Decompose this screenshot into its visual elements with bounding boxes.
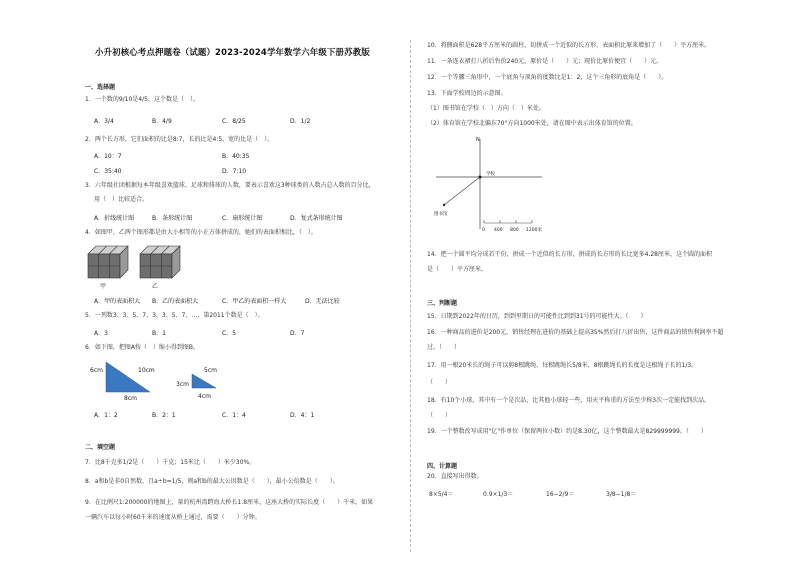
question-14: 14．把一个圆平均分成若干份，拼成一个近似的长方形，拼成的长方形的长比宽多4.28厘米，这个圆的面积 bbox=[427, 251, 712, 258]
school-marker bbox=[479, 176, 482, 179]
school-map bbox=[432, 135, 572, 235]
question-18: 18．有10个小球，其中有一个是次品，比其他小球轻一些，用天平称重的方法至少称3次一定能找到次品。 bbox=[427, 397, 711, 404]
question-17-cont: （ ） bbox=[427, 379, 452, 386]
question-18-cont: （ ） bbox=[427, 412, 452, 419]
scale-800: 800 bbox=[510, 228, 519, 233]
question-15: 15．日期到2022年的日历，到到里期日的可能性比到到31号的可能性大。（ ） bbox=[427, 313, 647, 320]
scale-bar bbox=[484, 220, 532, 223]
scale-1200: 1200米 bbox=[526, 228, 542, 233]
figure-jia-label: 甲 bbox=[100, 283, 107, 290]
scale-400: 400 bbox=[494, 228, 503, 233]
q4-option-d: D．无法比较 bbox=[305, 298, 340, 305]
label-10cm: 10cm bbox=[138, 367, 155, 374]
label-6cm: 6cm bbox=[90, 367, 103, 374]
q5-option-c: C．5 bbox=[222, 330, 237, 337]
q3-option-a: A．折线统计图 bbox=[94, 215, 135, 222]
calc-item-4: 3/8−1/8＝ bbox=[606, 491, 637, 498]
question-16-cont: 过。（ ） bbox=[427, 344, 461, 351]
question-13-1: （1）图书馆在学校（ ）方向（ ）米处。 bbox=[427, 105, 545, 112]
right-column bbox=[410, 0, 794, 562]
library-label: 图书馆 bbox=[434, 212, 448, 217]
q6-option-b: B．2：1 bbox=[152, 412, 176, 419]
question-16: 16．一种商品的进价是200元，销售经理在进价的基础上提高35%然后打八折出售，这件商品的销售利润率不超 bbox=[427, 329, 724, 336]
school-label: 学校 bbox=[486, 172, 495, 177]
q6-option-a: A．1：2 bbox=[94, 412, 118, 419]
q3-option-c: C．扇形统计图 bbox=[222, 215, 263, 222]
page-title: 小升初核心考点押题卷（试题）2023-2024学年数学六年级下册苏教版 bbox=[95, 47, 370, 57]
question-10: 10．将侧面积是628平方厘米的圆柱，切拼成一个近似的长方形，表面积比原来增加了（ ）平方厘米。 bbox=[427, 42, 711, 49]
figure-jia-cubes bbox=[88, 246, 128, 278]
question-9-cont: 一辆汽车以每小时60千米的速度从桥上通过，需要（ ）分钟。 bbox=[85, 514, 261, 521]
cube-figures bbox=[86, 242, 196, 290]
question-3: 3．六年级社团根据每本年级喜欢篮球、足球和排球的人数，要表示喜欢这3种球类的人数占总人数的百分比， bbox=[85, 182, 375, 189]
question-19: 19．一个整数改写成用"亿"作单位（保留两位小数）约是8.30亿，这个整数最大是829999999。（ ） bbox=[427, 428, 707, 435]
figure-yi-cubes bbox=[140, 246, 180, 278]
question-9: 9．在比例尺1:200000的地图上，量的杭州湾跨海大桥长1.8厘米，这座大桥的实际长度（ ）千米。如果 bbox=[85, 499, 374, 506]
question-3-cont: 用（ ）比较适合。 bbox=[94, 196, 149, 203]
q3-option-d: D．复式条形统计图 bbox=[290, 215, 343, 222]
question-4: 4．如图甲、乙两个图形都是由大小相等的小正方体拼成的，她们的表面积相比，（ ）。 bbox=[85, 229, 317, 236]
triangle-figures bbox=[86, 358, 236, 406]
q2-option-a: A．10：7 bbox=[94, 153, 122, 160]
q1-option-c: C．8/25 bbox=[222, 118, 246, 125]
north-label: N bbox=[476, 137, 480, 143]
calc-item-1: 8×5/4＝ bbox=[429, 491, 454, 498]
q6-option-d: D．4：1 bbox=[290, 412, 315, 419]
section-calc: 四、计算题 bbox=[427, 463, 458, 470]
q5-option-a: A．3 bbox=[94, 330, 108, 337]
question-5: 5．一列数3、3、5、7、3、3、5、7、…，第2011个数是（ ）。 bbox=[85, 312, 264, 319]
scale-0: 0 bbox=[482, 228, 485, 233]
label-3cm: 3cm bbox=[176, 381, 189, 388]
question-7: 7．比8千克多1/2是（ ）千克；15米比（ ）米少30%。 bbox=[85, 459, 256, 466]
question-17: 17．用一根20米长的绳子可以剪8根跳绳，每根跳绳长5/8米，8根跳绳长的长度是这根绳子长的1/3。 bbox=[427, 362, 698, 369]
label-5cm: 5cm bbox=[204, 367, 217, 374]
triangle-b bbox=[192, 374, 216, 388]
calc-item-3: 16−2/9＝ bbox=[546, 491, 575, 498]
q2-option-d: D．7:10 bbox=[222, 168, 247, 175]
calc-item-2: 0.9×1/3＝ bbox=[483, 491, 514, 498]
question-2: 2．两个长方形，它们面积的比是8:7，长的比是4:5，宽的比是（ ）。 bbox=[85, 136, 274, 143]
q1-option-d: D．1/2 bbox=[290, 118, 311, 125]
section-choice: 一、选择题 bbox=[85, 84, 116, 91]
question-20: 20．直接写出得数。 bbox=[427, 473, 483, 480]
q4-option-c: C．甲乙的表面积一样大 bbox=[222, 298, 287, 305]
question-6: 6．如下图，把图A按（ ）缩小得到图B。 bbox=[85, 344, 200, 351]
question-13: 13．下面学校周边的示意图。 bbox=[427, 90, 507, 97]
question-14-cont: 是（ ）平方厘米。 bbox=[427, 266, 488, 273]
question-12: 12．一个等腰三角形中，一个底角与顶角的度数比是1：2，这个三角形的底角是（ ）。 bbox=[427, 74, 668, 81]
figure-yi-label: 乙 bbox=[152, 283, 159, 290]
question-1: 1．一个数的9/10是4/5，这个数是（ ）。 bbox=[85, 96, 199, 103]
q5-option-b: B．1 bbox=[152, 330, 166, 337]
q2-option-b: B．40:35 bbox=[222, 153, 250, 160]
label-8cm: 8cm bbox=[124, 395, 137, 402]
q4-option-b: B．乙的表面积大 bbox=[152, 298, 199, 305]
question-13-2: （2）体育馆在学校北偏东70°方向1000米处，请在图中表示出体育馆的位置。 bbox=[427, 120, 637, 127]
q5-option-d: D．7 bbox=[290, 330, 305, 337]
q2-option-c: C．35:40 bbox=[94, 168, 122, 175]
section-judge: 三、判断题 bbox=[427, 300, 458, 307]
q6-option-c: C．1：4 bbox=[222, 412, 246, 419]
library-marker bbox=[443, 204, 445, 206]
section-fill: 二、填空题 bbox=[85, 444, 116, 451]
question-8: 8．a和b是非0自然数，且a÷b=1/5，则a和b的最大公因数是（ ），最小公倍数是（ ）。 bbox=[85, 478, 339, 485]
label-4cm: 4cm bbox=[198, 393, 211, 400]
q4-option-a: A．甲的表面积大 bbox=[94, 298, 141, 305]
question-11: 11．一条连衣裙打八折后售价240元，原价是（ ）元；现价比原价便宜（ ）元。 bbox=[427, 58, 663, 65]
q1-option-a: A．3/4 bbox=[94, 118, 114, 125]
library-line bbox=[444, 177, 480, 205]
q3-option-b: B．条形统计图 bbox=[152, 215, 193, 222]
q1-option-b: B．4/9 bbox=[152, 118, 172, 125]
